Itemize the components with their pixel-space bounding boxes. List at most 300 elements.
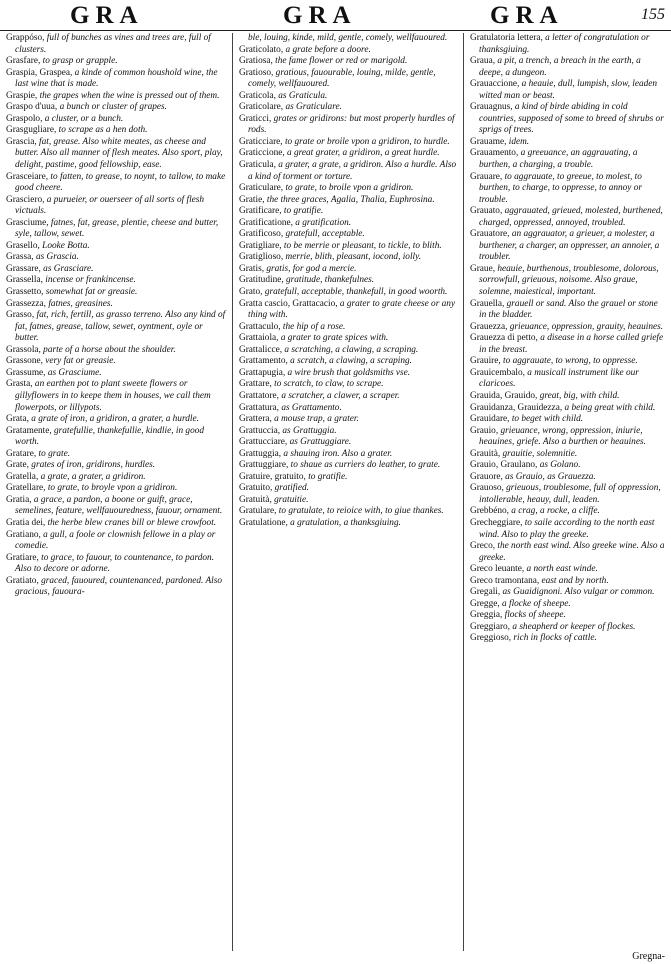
entry-definition: to shaue as curriers do leather, to grate. [288,460,441,471]
dictionary-entry [239,356,457,368]
entry-definition: east and by north. [539,575,609,586]
dictionary-entry [6,460,226,472]
column-middle [239,33,457,530]
entry-headword: Gratulatione, [239,517,288,528]
dictionary-entry [239,33,457,45]
entry-definition: a disease in a horse called griefe in the breast. [479,333,664,355]
entry-definition: merrie, blith, pleasant, iocond, iolly. [283,252,422,263]
dictionary-entry [239,68,457,91]
entry-headword: Grassare, [6,263,41,274]
entry-definition: grates of iron, gridirons, hurdles. [28,460,156,471]
entry-headword: Grattare, [239,379,272,390]
dictionary-entry [470,506,665,518]
entry-definition: to grate or broile vpon a gridiron, to hurdle. [282,136,450,147]
entry-headword: Grassetto, [6,287,44,298]
dictionary-entry [239,229,457,241]
dictionary-entry [6,218,226,241]
entry-headword: Grattuccia, [239,425,281,436]
entry-definition: a grate before a doore. [283,44,371,55]
entry-definition: a scratcher, a clawer, a scraper. [279,390,400,401]
entry-definition: grauitie, solemnitie. [500,448,578,459]
entry-definition: fatnes, greasines. [46,298,113,309]
entry-definition: to scratch, to claw, to scrape. [271,379,384,390]
entry-headword: Gratella, [6,471,39,482]
dictionary-entry [470,449,665,461]
column-rule [232,33,233,951]
entry-definition: incense or frankincense. [42,275,136,286]
entry-definition: to aggrauate, to wrong, to oppresse. [500,356,638,367]
entry-definition: to grate, to broyle vpon a gridiron. [45,483,178,494]
entry-headword: Gratigliare, [239,240,282,251]
entry-definition: an aggrauator, a grieuer, a molester, a burthener, a charger, an oppresser, an annoier, a troubler. [479,229,660,263]
dictionary-entry [239,206,457,218]
dictionary-entry [470,148,665,171]
entry-headword: Gregge, [470,598,500,609]
dictionary-entry [470,576,665,588]
entry-definition: a north east winde. [524,564,598,575]
entry-headword: Grattaculo, [239,321,281,332]
running-header [0,0,671,31]
dictionary-entry [6,310,226,345]
entry-headword: Grato, [239,287,263,298]
entry-definition: to aggrauate, to greeue, to molest, to burthen, to charge, to oppresse, to annoy or trouble. [479,171,643,205]
entry-definition: flocks of sheepe. [502,610,566,621]
entry-definition: a musicall instrument like our claricoes. [479,367,639,390]
dictionary-entry [6,553,226,576]
entry-headword: Gratificare, [239,206,282,217]
catchword: Gregna- [632,951,665,962]
dictionary-entry [470,599,665,611]
dictionary-entry [6,68,226,91]
dictionary-entry [239,241,457,253]
dictionary-entry [6,299,226,311]
entry-headword: Gratiato, [6,575,39,586]
entry-headword: Grauezza di petto, [470,333,538,344]
entry-headword: Grattatore, [239,390,280,401]
dictionary-entry [6,241,226,253]
entry-headword: Grauidanza, Grauidezza, [470,402,563,413]
entry-headword: Graticolare, [239,102,284,113]
entry-definition: a scratch, a clawing, a scraping. [287,356,413,367]
dictionary-entry [239,299,457,322]
dictionary-entry [6,426,226,449]
entry-headword: Graue, [470,263,496,274]
entry-headword: Grauato, [470,206,503,217]
dictionary-entry [239,183,457,195]
entry-headword: Grattaiola, [239,333,279,344]
entry-definition: the fame flower or red or marigold. [272,56,408,67]
entry-definition: as Grauio, as Grauezza. [502,471,596,482]
entry-definition: as Grascia. [33,252,79,263]
dictionary-entry [470,368,665,391]
entry-definition: to beget with child. [509,414,584,425]
entry-headword: Grauatore, [470,229,510,240]
dictionary-entry [239,195,457,207]
entry-definition: a grater to grate cheese or any thing with. [248,298,456,321]
entry-headword: Graspo d'uua, [6,102,58,113]
entry-definition: to scrape as a hen doth. [56,125,148,136]
dictionary-entry [470,33,665,56]
entry-headword: Graticulare, [239,183,284,194]
dictionary-entry [470,414,665,426]
entry-headword: Grassella, [6,275,43,286]
entry-definition: to grace, to fauour, to countenance, to pardon. Also to decore or adorne. [15,552,215,575]
entry-definition: as Guaidignoni. Also vulgar or common. [500,587,655,598]
dictionary-entry [470,483,665,506]
entry-headword: Gratie, [239,194,265,205]
entry-headword: Gratare, [6,448,37,459]
entry-headword: Grauella, [470,298,505,309]
dictionary-entry [470,472,665,484]
entry-headword: Grasello, [6,240,40,251]
dictionary-entry [6,576,226,599]
dictionary-entry [6,414,226,426]
entry-definition: a letter of congratulation or thanksgiuing. [479,33,650,55]
entry-definition: grieuance, wrong, oppression, iniurie, heauines, griefe. Also a burthen or heauines. [479,425,646,448]
entry-definition: to saile according to the north east wind. Also to play the greeke. [479,517,655,540]
entry-headword: Grate, [6,460,29,471]
entry-headword: Grauezza, [470,321,508,332]
entry-definition: parte of a horse about the shoulder. [40,344,176,355]
entry-headword: Grasfare, [6,56,41,67]
dictionary-entry [6,287,226,299]
entry-headword: Gratificatione, [239,217,293,228]
entry-headword: Gratuire, gratuito, [239,471,306,482]
dictionary-entry [6,102,226,114]
entry-headword: Gratamente, [6,425,52,436]
entry-headword: Graspolo, [6,113,43,124]
entry-headword: Graticciare, [239,136,283,147]
entry-definition: Looke Botta. [39,240,90,251]
entry-headword: Graua, [470,56,496,67]
entry-definition: ble, louing, kinde, mild, gentle, comely, wellfauoured. [248,33,448,43]
entry-definition: idem. [506,136,530,147]
entry-definition: fat, rich, fertill, as grasso terreno. Also any kind of fat, fatnes, grease, tallow, sewet, oyntment, oyle or butter. [15,310,226,344]
entry-headword: Grasta, [6,379,33,390]
dictionary-entry [470,229,665,264]
entry-definition: to gratulate, to reioice with, to giue thankes. [276,506,444,517]
entry-definition: a gull, a foole or clownish fellowe in a play or comedie. [15,529,216,552]
dictionary-entry [239,275,457,287]
entry-definition: great, big, with child. [537,390,620,401]
dictionary-entry [470,56,665,79]
entry-definition: the herbe blew cranes bill or blewe crowfoot. [45,517,217,528]
dictionary-entry [470,426,665,449]
dictionary-entry [239,472,457,484]
entry-definition: a scratching, a clawing, a scraping. [282,344,419,355]
entry-headword: Gratiosa, [239,56,273,67]
dictionary-entry [470,541,665,564]
dictionary-entry [6,530,226,553]
entry-definition: grauell or sand. Also the grauel or stone in the bladder. [479,298,658,321]
entry-headword: Graticolato, [239,44,284,55]
dictionary-entry [239,518,457,530]
entry-headword: Grauore, [470,471,503,482]
dictionary-entry [470,356,665,368]
dictionary-entry [239,137,457,149]
entry-definition: a purueier, or ouerseer of all sorts of flesh victuals. [15,194,205,217]
entry-headword: Grassone, [6,356,43,367]
entry-definition: a grate, a grater, a gridiron. [38,471,146,482]
entry-headword: Grassezza, [6,298,47,309]
dictionary-entry [239,414,457,426]
entry-headword: Graticola, [239,90,276,101]
entry-definition: gratified. [272,483,309,494]
dictionary-entry [239,403,457,415]
dictionary-entry [239,114,457,137]
entry-definition: a grater to grate spices with. [278,333,389,344]
dictionary-entry [239,148,457,160]
column-right [470,33,665,645]
entry-definition: to gratifie. [305,471,348,482]
entry-headword: Grasciume, [6,217,49,228]
entry-headword: Grauida, Grauido, [470,390,538,401]
dictionary-entry [470,518,665,541]
entry-definition: rich in flocks of cattle. [511,633,597,644]
dictionary-entry [239,252,457,264]
dictionary-entry [6,472,226,484]
dictionary-entry [470,299,665,322]
entry-definition: to fatten, to grease, to noynt, to tallow, to make good cheere. [15,171,226,194]
entry-definition: somewhat fat or greasie. [43,287,138,298]
entry-definition: grieuance, oppression, grauity, heauines. [507,321,664,332]
entry-headword: Gregali, [470,587,501,598]
entry-definition: a cluster, or a bunch. [42,113,124,124]
entry-headword: Gratulatoria lettera, [470,33,543,43]
entry-headword: Gratia, [6,494,32,505]
entry-headword: Grattera, [239,414,272,425]
entry-definition: gratefull, acceptable. [283,229,365,240]
entry-headword: Gratioso, [239,67,274,78]
dictionary-entry [239,460,457,472]
entry-definition: as Grattuggia. [280,425,337,436]
entry-definition: a being great with child. [562,402,656,413]
dictionary-entry [470,403,665,415]
entry-definition: a mouse trap, a grater. [271,414,359,425]
entry-headword: Greggiaro, [470,621,511,632]
entry-definition: a bunch or cluster of grapes. [57,102,167,113]
entry-definition: gratuitie. [271,494,309,505]
dictionary-entry [6,114,226,126]
entry-headword: Gratuito, [239,483,273,494]
entry-definition: gratitude, thankefulnes. [283,275,375,286]
entry-headword: Grasgugliare, [6,125,57,136]
entry-headword: Grassola, [6,344,41,355]
entry-definition: grieuous, troublesome, full of oppression, intollerable, heauy, dull, leaden. [479,483,661,505]
entry-definition: a gratification. [292,217,352,228]
entry-definition: a kinde of common houshold wine, the last wine that is made. [15,67,218,90]
dictionary-entry [470,102,665,137]
entry-headword: Grauio, [470,425,499,436]
entry-definition: as Grasciume. [45,367,102,378]
entry-definition: a sheapherd or keeper of flockes. [510,621,636,632]
dictionary-entry [6,137,226,172]
entry-headword: Grauame, [470,136,507,147]
entry-definition: to grasp or grapple. [40,56,118,67]
entry-definition: a pit, a trench, a breach in the earth, a deepe, a dungeon. [479,56,641,78]
entry-definition: as Golano. [537,460,581,471]
entry-headword: Greggia, [470,610,503,621]
entry-definition: a gratulation, a thanksgiuing. [287,517,401,528]
dictionary-entry [470,610,665,622]
dictionary-entry [239,437,457,449]
entry-headword: Grauaccione, [470,79,520,90]
entry-headword: Grattapugia, [239,367,286,378]
entry-headword: Grasceiare, [6,171,49,182]
headword-left: GRA [70,2,144,29]
entry-headword: Grattuggiare, [239,460,289,471]
entry-headword: Gratiano, [6,529,41,540]
entry-headword: Graspia, Graspea, [6,67,73,78]
entry-definition: full of bunches as vines and trees are, full of clusters. [15,33,211,55]
dictionary-entry [6,172,226,195]
entry-definition: very fat or greasie. [42,356,116,367]
entry-definition: the north east wind. Also greeke wine. Also a greeke. [479,541,665,563]
entry-headword: Graspie, [6,90,38,101]
dictionary-entry [6,33,226,56]
entry-definition: the grapes when the wine is pressed out of them. [37,90,220,101]
dictionary-entry [239,391,457,403]
dictionary-entry [6,449,226,461]
entry-headword: Gratificoso, [239,229,284,240]
dictionary-entry [239,264,457,276]
page-number: 155 [641,6,665,23]
dictionary-entry [239,495,457,507]
dictionary-entry [470,322,665,334]
entry-headword: Gratiglioso, [239,252,284,263]
entry-headword: Grauire, [470,356,501,367]
dictionary-entry [239,426,457,438]
entry-headword: Grasciero, [6,194,45,205]
dictionary-entry [239,379,457,391]
entry-headword: Gratulare, [239,506,277,517]
dictionary-entry [6,368,226,380]
dictionary-entry [6,495,226,518]
entry-headword: Grauagnus, [470,102,513,113]
dictionary-entry [470,564,665,576]
dictionary-entry [470,460,665,472]
dictionary-entry [239,322,457,334]
entry-definition: to be merrie or pleasant, to tickle, to blith. [281,240,442,251]
dictionary-entry [239,45,457,57]
entry-headword: Grappóso, [6,33,45,43]
entry-headword: Greggioso, [470,633,512,644]
entry-headword: Grauio, Graulano, [470,460,538,471]
dictionary-entry [470,206,665,229]
entry-definition: a grate of iron, a gridiron, a grater, a hurdle. [28,414,199,425]
dictionary-entry [239,218,457,230]
entry-headword: Grauità, [470,448,501,459]
entry-definition: a shauing iron. Also a grater. [281,448,393,459]
entry-headword: Graticcione, [239,148,285,159]
entry-headword: Gratuità, [239,494,272,505]
entry-definition: gratefull, acceptable, thankefull, in good woorth. [262,287,448,298]
entry-headword: Grassa, [6,252,34,263]
headword-right: GRA [490,2,564,29]
dictionary-entry [470,391,665,403]
dictionary-entry [6,518,226,530]
dictionary-entry [239,56,457,68]
entry-definition: an earthen pot to plant sweete flowers or gillyflowers in to keepe them in houses, we call them flowerpots, or lillypots. [15,379,211,413]
entry-headword: Grauicembalo, [470,367,525,378]
dictionary-entry [239,345,457,357]
entry-definition: gratis, for god a mercie. [264,263,357,274]
dictionary-entry [239,449,457,461]
entry-definition: a greeuance, an aggrauating, a burthen, a charging, a trouble. [479,148,638,171]
entry-definition: fat, grease. Also white meates, as cheese and butter. Also all manner of flesh meates. Also sport, play, delight, pastime, good fellowship, ease. [15,136,223,171]
entry-headword: Grata, [6,414,29,425]
entry-definition: as Graticula. [275,90,328,101]
entry-definition: heauie, burthenous, troublesome, dolorous, sorrowfull, grieuous, noisome. Also graue, solemne, maiestical, important. [479,263,659,298]
dictionary-entry [470,587,665,599]
dictionary-entry [239,287,457,299]
entry-headword: Gratellare, [6,483,46,494]
dictionary-entry [6,379,226,414]
entry-definition: a grater, a grate, a gridiron. Also a hurdle. Also a kind of torment or torture. [248,160,457,182]
entry-headword: Grecheggiare, [470,517,523,528]
entry-definition: to grate. [36,448,71,459]
dictionary-entry [470,622,665,634]
entry-definition: gratefullie, thankefullie, kindlie, in good worth. [15,425,205,448]
headword-center: GRA [283,2,357,29]
entry-headword: Grauoso, [470,483,504,494]
entry-definition: fatnes, fat, grease, plentie, cheese and butter, syle, tallow, sewet. [15,217,219,240]
entry-definition: the three graces, Agalia, Thalia, Euphrosina. [264,194,435,205]
entry-definition: a flocke of sheepe. [499,598,571,609]
entry-headword: Grauare, [470,171,503,182]
dictionary-entry [6,356,226,368]
dictionary-entry [470,137,665,149]
dictionary-entry [239,333,457,345]
dictionary-entry [239,483,457,495]
entry-definition: to grate, to broile vpon a gridiron. [283,183,414,194]
entry-definition: graced, fauoured, countenanced, pardoned. Also gracious, fauoura- [15,575,223,598]
dictionary-entry [470,172,665,207]
entry-headword: Gratis, [239,263,265,274]
dictionary-entry [239,368,457,380]
entry-definition: grates or gridirons: but most properly hurdles of rods. [248,113,455,136]
entry-headword: Graticci, [239,113,272,124]
entry-definition: gratious, fauourable, louing, milde, gentle, comely, wellfauoured. [248,67,436,90]
entry-definition: a crag, a rocke, a cliffe. [508,506,600,517]
entry-definition: a wire brush that goldsmiths vse. [285,367,411,378]
column-rule [463,33,464,951]
entry-definition: as Grattamento. [279,402,342,413]
entry-definition: as Grasciare. [40,263,94,274]
dictionary-entry [470,79,665,102]
dictionary-entry [239,160,457,183]
dictionary-entry [239,102,457,114]
entry-definition: a grace, a pardon, a boone or guift, grace, semelines, feature, wellfauouredness, fauour, ornament. [15,494,223,517]
dictionary-entry [6,483,226,495]
entry-headword: Grascia, [6,136,37,147]
entry-headword: Greco tramontana, [470,575,540,586]
dictionary-entry [239,91,457,103]
entry-definition: a kind of birde abiding in cold countries, supposed of some to breed of shrubs or sprigs of trees. [479,102,664,136]
dictionary-entry [6,264,226,276]
entry-headword: Grattalicce, [239,344,283,355]
entry-headword: Grauidare, [470,414,510,425]
dictionary-entry [6,56,226,68]
entry-headword: Grauamento, [470,148,519,159]
entry-definition: to gratifie. [281,206,324,217]
entry-headword: Graticula, [239,160,276,171]
entry-headword: Greco, [470,541,496,552]
dictionary-entry [470,633,665,645]
entry-definition: as Graticulare. [283,102,342,113]
dictionary-entry [6,125,226,137]
entry-headword: Gratitudine, [239,275,284,286]
